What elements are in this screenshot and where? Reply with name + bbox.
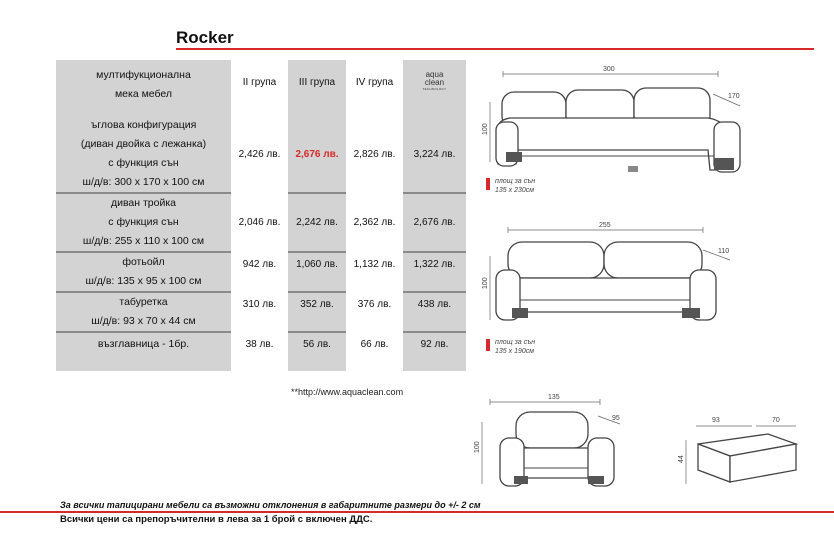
- armchair-depth-label: 95: [612, 415, 620, 422]
- product-name: табуретка ш/д/в: 93 x 70 x 44 см: [56, 293, 231, 331]
- armchair-width-label: 135: [548, 394, 560, 401]
- price-cell: 2,426 лв.: [238, 148, 281, 160]
- ottoman-width-label: 93: [712, 417, 720, 424]
- header-group-2: II група: [242, 76, 277, 88]
- sofa-width-label: 255: [599, 222, 611, 229]
- price-cell: 438 лв.: [403, 293, 466, 331]
- price-cell: 56 лв.: [288, 333, 346, 371]
- price-cell: 1,132 лв.: [353, 259, 396, 270]
- ottoman-drawing: [672, 410, 812, 490]
- price-cell: 352 лв.: [288, 293, 346, 331]
- price-cell: 2,046 лв.: [238, 217, 281, 228]
- corner-width-label: 300: [603, 66, 615, 73]
- price-cell: 942 лв.: [242, 259, 277, 270]
- corner-depth-label: 170: [728, 93, 740, 100]
- aquaclean-logo: aqua clean TECHNOLOGY: [403, 60, 466, 104]
- price-cell: 376 лв.: [357, 299, 392, 310]
- price-cell: 2,676 лв.: [403, 194, 466, 251]
- price-cell: 66 лв.: [360, 339, 389, 350]
- table-row: [56, 116, 466, 192]
- table-header-row: [56, 60, 466, 104]
- price-cell: 310 лв.: [242, 299, 277, 310]
- ottoman-depth-label: 70: [772, 417, 780, 424]
- sofa-drawing: [478, 216, 768, 328]
- header-group-3: III група: [288, 60, 346, 104]
- sofa-height-label: 100: [482, 277, 489, 289]
- footnote: **http://www.aquaclean.com: [291, 387, 404, 397]
- product-name: възглавница - 1бр.: [56, 333, 231, 371]
- warning-icon: [486, 178, 490, 190]
- table-row: [56, 333, 466, 371]
- price-cell: 1,322 лв.: [403, 253, 466, 291]
- price-cell: 2,826 лв.: [353, 148, 396, 160]
- ottoman-height-label: 44: [678, 455, 685, 463]
- price-cell: 38 лв.: [245, 339, 274, 350]
- bottom-divider: [0, 511, 834, 513]
- table-row: [56, 293, 466, 331]
- product-name: диван тройка с функция сън ш/д/в: 255 x 110 x 100 см: [56, 194, 231, 251]
- product-name: фотьойл ш/д/в: 135 x 95 x 100 см: [56, 253, 231, 291]
- price-table: [56, 60, 466, 371]
- header-category: мултифукционална мека мебел: [56, 60, 231, 104]
- price-cell-highlight: 2,676 лв.: [288, 116, 346, 192]
- product-name: ъглова конфигурация (диван двойка с лежанка) с функция сън ш/д/в: 300 x 170 x 100 см: [56, 116, 231, 192]
- price-cell: 2,242 лв.: [288, 194, 346, 251]
- table-row: [56, 194, 466, 251]
- armchair-height-label: 100: [474, 441, 481, 453]
- header-group-4: IV група: [355, 76, 394, 88]
- price-cell: 92 лв.: [403, 333, 466, 371]
- prices-note: Всички цени са препоръчителни в лева за 1 брой с включен ДДС.: [60, 514, 373, 525]
- sofa-depth-label: 110: [718, 248, 730, 255]
- warning-icon: [486, 339, 490, 351]
- price-cell: 1,060 лв.: [288, 253, 346, 291]
- price-cell: 2,362 лв.: [353, 217, 396, 228]
- corner-height-label: 100: [482, 123, 489, 135]
- armchair-drawing: [470, 390, 630, 490]
- title-divider: [176, 48, 814, 50]
- deviation-note: За всички тапицирани мебели са възможни отклонения в габаритните размери до +/- 2 см: [60, 500, 481, 510]
- page-title: Rocker: [176, 28, 234, 47]
- price-cell: 3,224 лв.: [403, 116, 466, 192]
- table-row: [56, 253, 466, 291]
